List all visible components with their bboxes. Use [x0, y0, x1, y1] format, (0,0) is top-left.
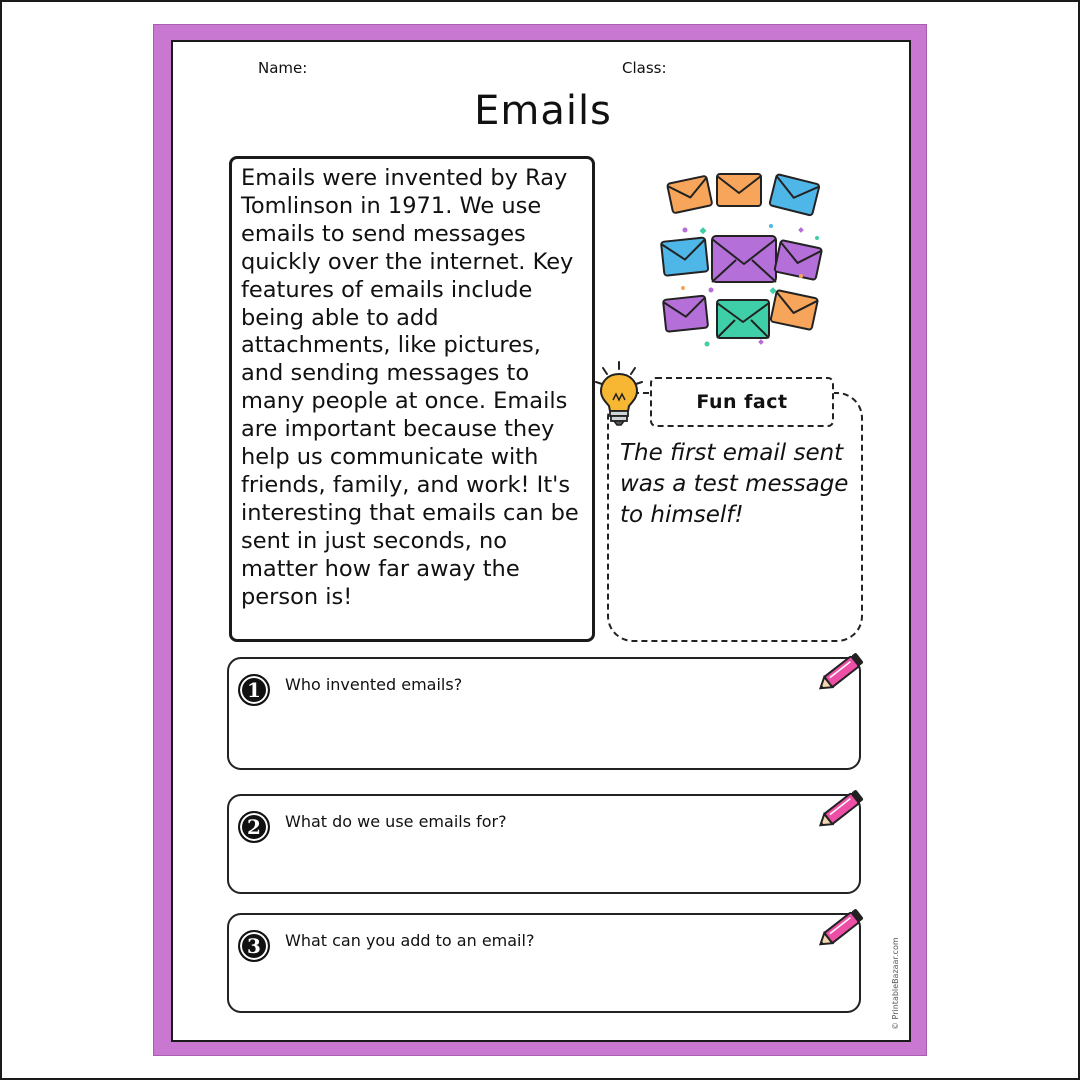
- reading-passage: Emails were invented by Ray Tomlinson in 1971. We use emails to send messages quickly over the internet. Key features of emails include being able to add attachments, like pictures, and sending messages to many people at once. Emails are important because they help us communicate with friends, family, and work! It's interesting that emails can be sent in just seconds, no matter how far away the person is!: [229, 156, 595, 642]
- worksheet-page: [171, 40, 911, 1042]
- fun-fact-text: The first email sent was a test message to himself!: [620, 440, 849, 528]
- question-1-answer-box[interactable]: [227, 657, 861, 770]
- number-badge-icon: 3: [238, 930, 270, 962]
- number-badge-icon: 2: [238, 811, 270, 843]
- name-label: Name:: [258, 59, 308, 77]
- question-3-answer-box[interactable]: [227, 913, 861, 1013]
- question-3-text: What can you add to an email?: [285, 931, 535, 950]
- question-1-text: Who invented emails?: [285, 675, 463, 694]
- pencil-icon: [815, 786, 869, 832]
- fun-fact-heading: Fun fact: [650, 377, 834, 427]
- question-2-answer-box[interactable]: [227, 794, 861, 894]
- pencil-icon: [815, 905, 869, 951]
- envelopes-illustration: [659, 172, 825, 348]
- number-badge-icon: 1: [238, 674, 270, 706]
- question-2-text: What do we use emails for?: [285, 812, 507, 831]
- credit-text: © PrintableBazaar.com: [891, 937, 900, 1030]
- class-label: Class:: [622, 59, 667, 77]
- lightbulb-icon: [593, 360, 645, 426]
- page-title: Emails: [474, 88, 612, 134]
- pencil-icon: [815, 649, 869, 695]
